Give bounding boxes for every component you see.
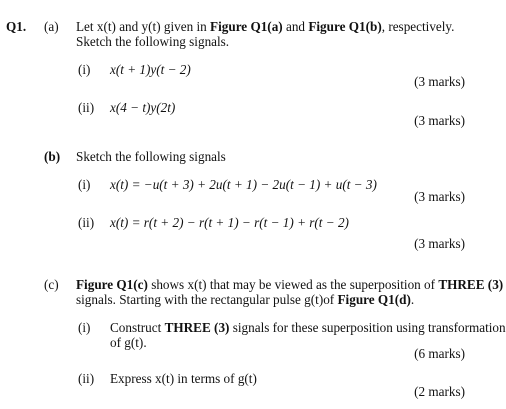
part-c-line1-mid: shows x(t) that may be viewed as the superposition of xyxy=(147,277,439,292)
part-c-i-pre: Construct xyxy=(110,320,165,335)
part-c-ii-marks: (2 marks) xyxy=(414,384,465,399)
part-a-intro-line2: Sketch the following signals. xyxy=(76,34,230,49)
part-a-intro-pre: Let x(t) and y(t) given in xyxy=(76,19,211,34)
part-c-line2-pre: signals. Starting with the rectangular pulse g(t)of xyxy=(76,292,338,307)
part-c-three-emphasis: THREE (3) xyxy=(438,277,504,292)
question-number: Q1. xyxy=(6,19,27,34)
part-c-line2-post: . xyxy=(410,292,415,307)
part-c-i-label: (i) xyxy=(78,320,91,335)
figure-q1c-ref: Figure Q1(c) xyxy=(76,277,148,292)
part-c-ii-label: (ii) xyxy=(78,371,95,386)
part-c-i-three-emphasis: THREE (3) xyxy=(164,320,230,335)
part-a-i-label: (i) xyxy=(78,62,91,77)
part-b-i-label: (i) xyxy=(78,177,91,192)
part-a-ii-expression: x(4 − t)y(2t) xyxy=(110,100,176,115)
part-a-label: (a) xyxy=(44,19,59,34)
part-a-ii-marks: (3 marks) xyxy=(414,113,465,128)
part-b-intro: Sketch the following signals xyxy=(76,149,226,164)
part-b-i-marks: (3 marks) xyxy=(414,189,465,204)
part-b-i-expression: x(t) = −u(t + 3) + 2u(t + 1) − 2u(t − 1) + u(t − 3) xyxy=(110,177,377,192)
part-a-intro-mid: and xyxy=(282,19,309,34)
figure-q1b-ref: Figure Q1(b) xyxy=(308,19,382,34)
part-b-ii-marks: (3 marks) xyxy=(414,236,465,251)
part-a-intro-post: , respectively. xyxy=(381,19,455,34)
part-c-i-line1 xyxy=(110,320,506,335)
part-c-line1 xyxy=(76,277,503,292)
part-c-ii-line1: Express x(t) in terms of g(t) xyxy=(110,371,257,386)
part-a-intro-line1 xyxy=(76,19,454,34)
part-c-i-post: signals for these superposition using transformation xyxy=(229,320,506,335)
part-a-i-marks: (3 marks) xyxy=(414,74,465,89)
figure-q1d-ref: Figure Q1(d) xyxy=(337,292,411,307)
part-a-ii-label: (ii) xyxy=(78,100,95,115)
part-b-ii-label: (ii) xyxy=(78,215,95,230)
figure-q1a-ref: Figure Q1(a) xyxy=(210,19,283,34)
part-c-i-marks: (6 marks) xyxy=(414,346,465,361)
part-b-ii-expression: x(t) = r(t + 2) − r(t + 1) − r(t − 1) + r(t − 2) xyxy=(110,215,349,230)
part-c-label: (c) xyxy=(44,277,59,292)
part-b-label: (b) xyxy=(44,149,61,164)
part-c-i-line2: of g(t). xyxy=(110,335,147,350)
part-a-i-expression: x(t + 1)y(t − 2) xyxy=(110,62,191,77)
part-c-line2 xyxy=(76,292,414,307)
